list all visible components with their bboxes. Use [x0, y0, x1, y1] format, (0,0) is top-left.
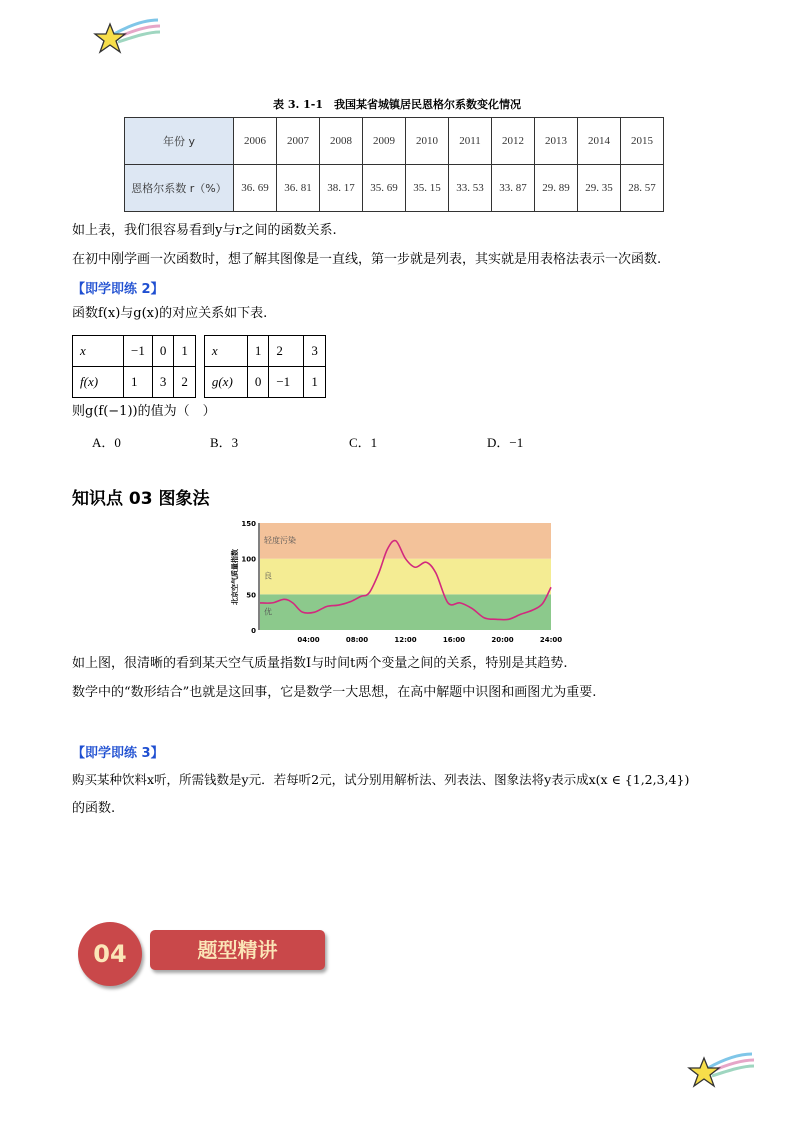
table-cell: 2	[174, 367, 196, 398]
r-cell: 28. 57	[621, 165, 664, 212]
y-tick-label: 100	[241, 555, 256, 564]
x-tick-label: 24:00	[539, 636, 563, 644]
table-row	[73, 367, 326, 398]
r-cell: 35. 69	[363, 165, 406, 212]
y-tick-label: 150	[241, 520, 256, 528]
year-cell: 2013	[535, 118, 578, 165]
shooting-star-icon-bottom	[686, 1050, 756, 1092]
y-tick-label: 0	[251, 627, 256, 635]
r-cell: 33. 53	[449, 165, 492, 212]
x-tick-label: 20:00	[491, 636, 514, 644]
x-tick-label: 04:00	[297, 636, 320, 644]
section-banner-title: 题型精讲	[197, 938, 278, 962]
table-cell: 0	[247, 367, 269, 398]
band-1	[260, 559, 551, 595]
table-cell: x	[73, 336, 124, 367]
y-axis-label: 北京空气质量指数	[231, 549, 239, 605]
practice-2-tag: 【即学即练 2】	[72, 282, 164, 297]
band-label: 良	[264, 571, 272, 581]
row-label-year: 年份 y	[125, 118, 234, 165]
x-tick-label: 16:00	[442, 636, 466, 644]
paragraph-linear-function: 在初中刚学画一次函数时，想了解其图像是一直线，第一步就是列表，其实就是用表格法表示一次函数.	[72, 252, 662, 267]
section-number: 04	[93, 940, 127, 968]
option-c: C．1	[349, 435, 378, 450]
function-mapping-table	[72, 335, 326, 398]
paragraph-number-shape: 数学中的“数形结合”也就是这回事，它是数学一大思想，在高中解题中识图和画图尤为重要.	[72, 685, 597, 700]
practice-2-intro: 函数f(x)与g(x)的对应关系如下表.	[72, 306, 268, 321]
table-row-year	[125, 118, 664, 165]
practice-2-question: 则g(f(−1))的值为（ ）	[72, 404, 216, 419]
year-cell: 2010	[406, 118, 449, 165]
x-tick-label: 08:00	[345, 636, 369, 644]
year-cell: 2011	[449, 118, 492, 165]
r-cell: 36. 69	[234, 165, 277, 212]
year-cell: 2015	[621, 118, 664, 165]
year-cell: 2009	[363, 118, 406, 165]
x-tick-label: 12:00	[394, 636, 417, 644]
table-row	[73, 336, 326, 367]
table-cell: 1	[247, 336, 269, 367]
engel-coefficient-table	[124, 117, 664, 212]
table-cell: 2	[269, 336, 304, 367]
table-cell: 0	[152, 336, 174, 367]
table-row-r	[125, 165, 664, 212]
table-cell: 3	[304, 336, 326, 367]
r-cell: 36. 81	[277, 165, 320, 212]
paragraph-chart-note: 如上图，很清晰的看到某天空气质量指数I与时间t两个变量之间的关系，特别是其趋势.	[72, 656, 568, 671]
table-cell: 1	[174, 336, 196, 367]
year-cell: 2014	[578, 118, 621, 165]
table-cell: f(x)	[73, 367, 124, 398]
shooting-star-icon-top	[92, 16, 162, 58]
chart-x-ticks	[297, 636, 562, 644]
r-cell: 33. 87	[492, 165, 535, 212]
option-d: D．−1	[487, 435, 524, 450]
table-gap	[195, 336, 204, 367]
year-cell: 2007	[277, 118, 320, 165]
air-quality-chart	[226, 515, 566, 650]
r-cell: 29. 89	[535, 165, 578, 212]
practice-3-tag: 【即学即练 3】	[72, 746, 164, 761]
table-cell: 3	[152, 367, 174, 398]
section-title: 知识点 03 图象法	[72, 489, 210, 509]
r-cell: 38. 17	[320, 165, 363, 212]
year-cell: 2006	[234, 118, 277, 165]
table-cell: g(x)	[204, 367, 247, 398]
option-a: A．0	[92, 435, 121, 450]
row-label-r: 恩格尔系数 r（%）	[125, 165, 234, 212]
chart-y-ticks	[241, 520, 256, 635]
paragraph-table-note: 如上表，我们很容易看到y与r之间的函数关系.	[72, 223, 337, 238]
band-label: 轻度污染	[264, 536, 296, 545]
band-2	[260, 523, 551, 559]
option-b: B．3	[210, 435, 239, 450]
band-label: 优	[264, 607, 272, 617]
r-cell: 35. 15	[406, 165, 449, 212]
table-cell: 1	[304, 367, 326, 398]
table-cell: −1	[124, 336, 153, 367]
year-cell: 2012	[492, 118, 535, 165]
year-cell: 2008	[320, 118, 363, 165]
chart-bands	[260, 523, 551, 630]
practice-3-line1: 购买某种饮料x听，所需钱数是y元．若每听2元，试分别用解析法、列表法、图象法将y表示成x(x ∈ {1,2,3,4})	[72, 772, 690, 787]
table-cell: −1	[269, 367, 304, 398]
r-cell: 29. 35	[578, 165, 621, 212]
practice-3-line2: 的函数.	[72, 801, 116, 816]
table-cell: x	[204, 336, 247, 367]
table-cell: 1	[124, 367, 153, 398]
y-tick-label: 50	[246, 591, 256, 600]
table-gap	[195, 367, 204, 398]
table-caption: 表 3. 1-1 我国某省城镇居民恩格尔系数变化情况	[272, 98, 521, 111]
